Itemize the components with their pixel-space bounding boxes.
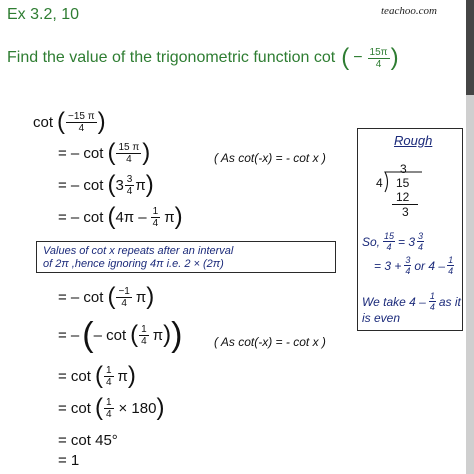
rough-line-2-num-2: 1 [448, 255, 454, 265]
step-1-denominator: 4 [78, 122, 85, 134]
division-remainder: 3 [402, 205, 409, 219]
rough-so-den: 4 [386, 242, 392, 252]
step-2-prefix: = – cot [58, 144, 104, 162]
rough-so-mixed [417, 231, 424, 252]
paren-open: ( [57, 108, 66, 135]
step-7-prefix: = cot [58, 367, 91, 385]
paren-open: ( [341, 44, 350, 71]
step-6-fraction [139, 324, 149, 347]
step-2-fraction [116, 142, 141, 165]
question-denominator: 4 [375, 58, 382, 70]
step-5-pi: π [135, 288, 147, 306]
step-5 [58, 285, 154, 309]
paren-close: ) [127, 362, 136, 389]
paren-open: ( [130, 321, 139, 348]
rough-line-2-den-2: 4 [448, 266, 454, 276]
rough-line-2-or: or 4 – [414, 258, 446, 273]
step-7-fraction [104, 365, 114, 388]
paren-close: ) [97, 108, 106, 135]
rough-line-2-num: 3 [405, 255, 411, 265]
step-5-numerator: −1 [118, 285, 130, 297]
paren-close: ) [146, 283, 155, 310]
rough-so-num: 15 [384, 231, 395, 241]
scrollbar-thumb[interactable] [466, 0, 474, 95]
step-3-fraction [125, 174, 135, 197]
step-8-fraction [104, 397, 114, 420]
question-fraction [368, 47, 390, 70]
rough-box [357, 128, 463, 331]
rough-line-2-a: = 3 + [374, 258, 402, 273]
exercise-title: Ex 3.2, 10 [7, 6, 80, 23]
step-8-rest: × 180 [118, 399, 157, 417]
step-3-pi: π [135, 176, 146, 194]
step-3 [58, 173, 154, 197]
step-5-fraction [116, 286, 131, 309]
division-product: 12 [396, 190, 410, 204]
paren-close: ) [390, 44, 399, 71]
paren-open: ( [107, 139, 116, 166]
rough-take-b: as it [438, 294, 461, 309]
paren-open: ( [107, 203, 116, 230]
paren-open: ( [94, 362, 103, 389]
step-8 [58, 396, 164, 420]
step-1-numerator [66, 111, 97, 123]
step-3-denominator: 4 [126, 185, 133, 197]
rough-take-line [362, 291, 461, 312]
step-4-numerator: 1 [152, 205, 159, 217]
step-9: = cot 45° [58, 432, 118, 449]
step-6-prefix: = – [58, 326, 80, 344]
step-6-denominator: 4 [141, 335, 147, 347]
step-1 [33, 110, 106, 134]
rough-take-den: 4 [429, 302, 435, 312]
step-6-pi: π [152, 326, 164, 344]
step-7-denominator: 4 [105, 376, 112, 388]
question-text: Find the value of the trigonometric function cot [7, 49, 336, 66]
brand-logo: teachoo.com [381, 5, 437, 17]
step-2 [58, 141, 150, 165]
step-4-prefix: = – cot [58, 208, 104, 226]
step-2-numerator: 15 π [118, 141, 140, 153]
paren-close: ) [156, 394, 165, 421]
step-4-fraction [151, 206, 161, 229]
step-7 [58, 364, 136, 388]
step-3-whole: 3 [115, 176, 124, 194]
step-2-denominator: 4 [126, 153, 132, 165]
step-1-num-value: −15 [68, 110, 85, 122]
step-10: = 1 [58, 452, 80, 469]
step-5-prefix: = – cot [58, 288, 104, 306]
outer-paren-close: ) [171, 316, 183, 354]
info-box-line-1: Values of cot x repeats after an interval [43, 245, 234, 257]
rough-so-mixed-num: 3 [418, 231, 424, 241]
rough-line-2-den: 4 [405, 266, 411, 276]
rough-so-label: So, [362, 234, 381, 249]
rough-take-a: We take 4 – [362, 294, 426, 309]
rough-take-num: 1 [429, 291, 435, 301]
rough-line-2-frac-2 [447, 255, 454, 276]
paren-close: ) [145, 171, 154, 198]
question-line [7, 46, 399, 70]
question-minus: − [353, 49, 363, 66]
step-1-pi: π [87, 110, 95, 122]
outer-paren-open: ( [82, 316, 94, 354]
step-8-prefix: = cot [58, 399, 91, 417]
rough-take-frac [429, 291, 436, 312]
rough-so-line [362, 231, 424, 252]
step-4-open: 4π – [115, 208, 147, 226]
paren-open: ( [107, 171, 116, 198]
rough-title: Rough [394, 133, 433, 148]
step-6-numerator: 1 [141, 323, 147, 335]
scrollbar[interactable] [466, 0, 474, 474]
division-quotient: 3 [400, 162, 407, 176]
rough-so-mixed-den: 4 [418, 242, 424, 252]
rough-line-2-frac [404, 255, 411, 276]
rough-take-c: is even [362, 311, 401, 325]
step-2-note: ( As cot(-x) = - cot x ) [214, 151, 326, 165]
step-4-pi: π [164, 208, 175, 226]
paren-open: ( [107, 283, 116, 310]
paren-close: ) [174, 203, 183, 230]
step-7-pi: π [117, 367, 128, 385]
step-8-numerator: 1 [105, 396, 112, 408]
step-6-inner: – cot [93, 326, 127, 344]
paren-open: ( [94, 394, 103, 421]
paren-close: ) [163, 321, 172, 348]
step-6 [58, 318, 182, 352]
division-dividend: 15 [396, 176, 410, 190]
step-4 [58, 205, 183, 229]
step-3-prefix: = – cot [58, 176, 104, 194]
rough-so-fraction [383, 231, 395, 252]
step-6-note: ( As cot(-x) = - cot x ) [214, 335, 326, 349]
info-box-line-2: of 2π ,hence ignoring 4π i.e. 2 × (2π) [43, 258, 224, 270]
step-7-numerator: 1 [105, 364, 112, 376]
step-8-denominator: 4 [105, 408, 112, 420]
question-numerator: 15π [369, 46, 388, 58]
step-1-prefix: cot [33, 113, 54, 131]
paren-close: ) [142, 139, 151, 166]
division-divisor: 4 [376, 176, 383, 190]
step-5-denominator: 4 [121, 297, 127, 309]
rough-so-eq: = 3 [398, 234, 416, 249]
step-3-numerator: 3 [126, 173, 133, 185]
step-1-fraction [66, 111, 97, 134]
step-4-denominator: 4 [152, 217, 159, 229]
rough-line-2 [374, 255, 454, 276]
info-box [36, 241, 336, 273]
